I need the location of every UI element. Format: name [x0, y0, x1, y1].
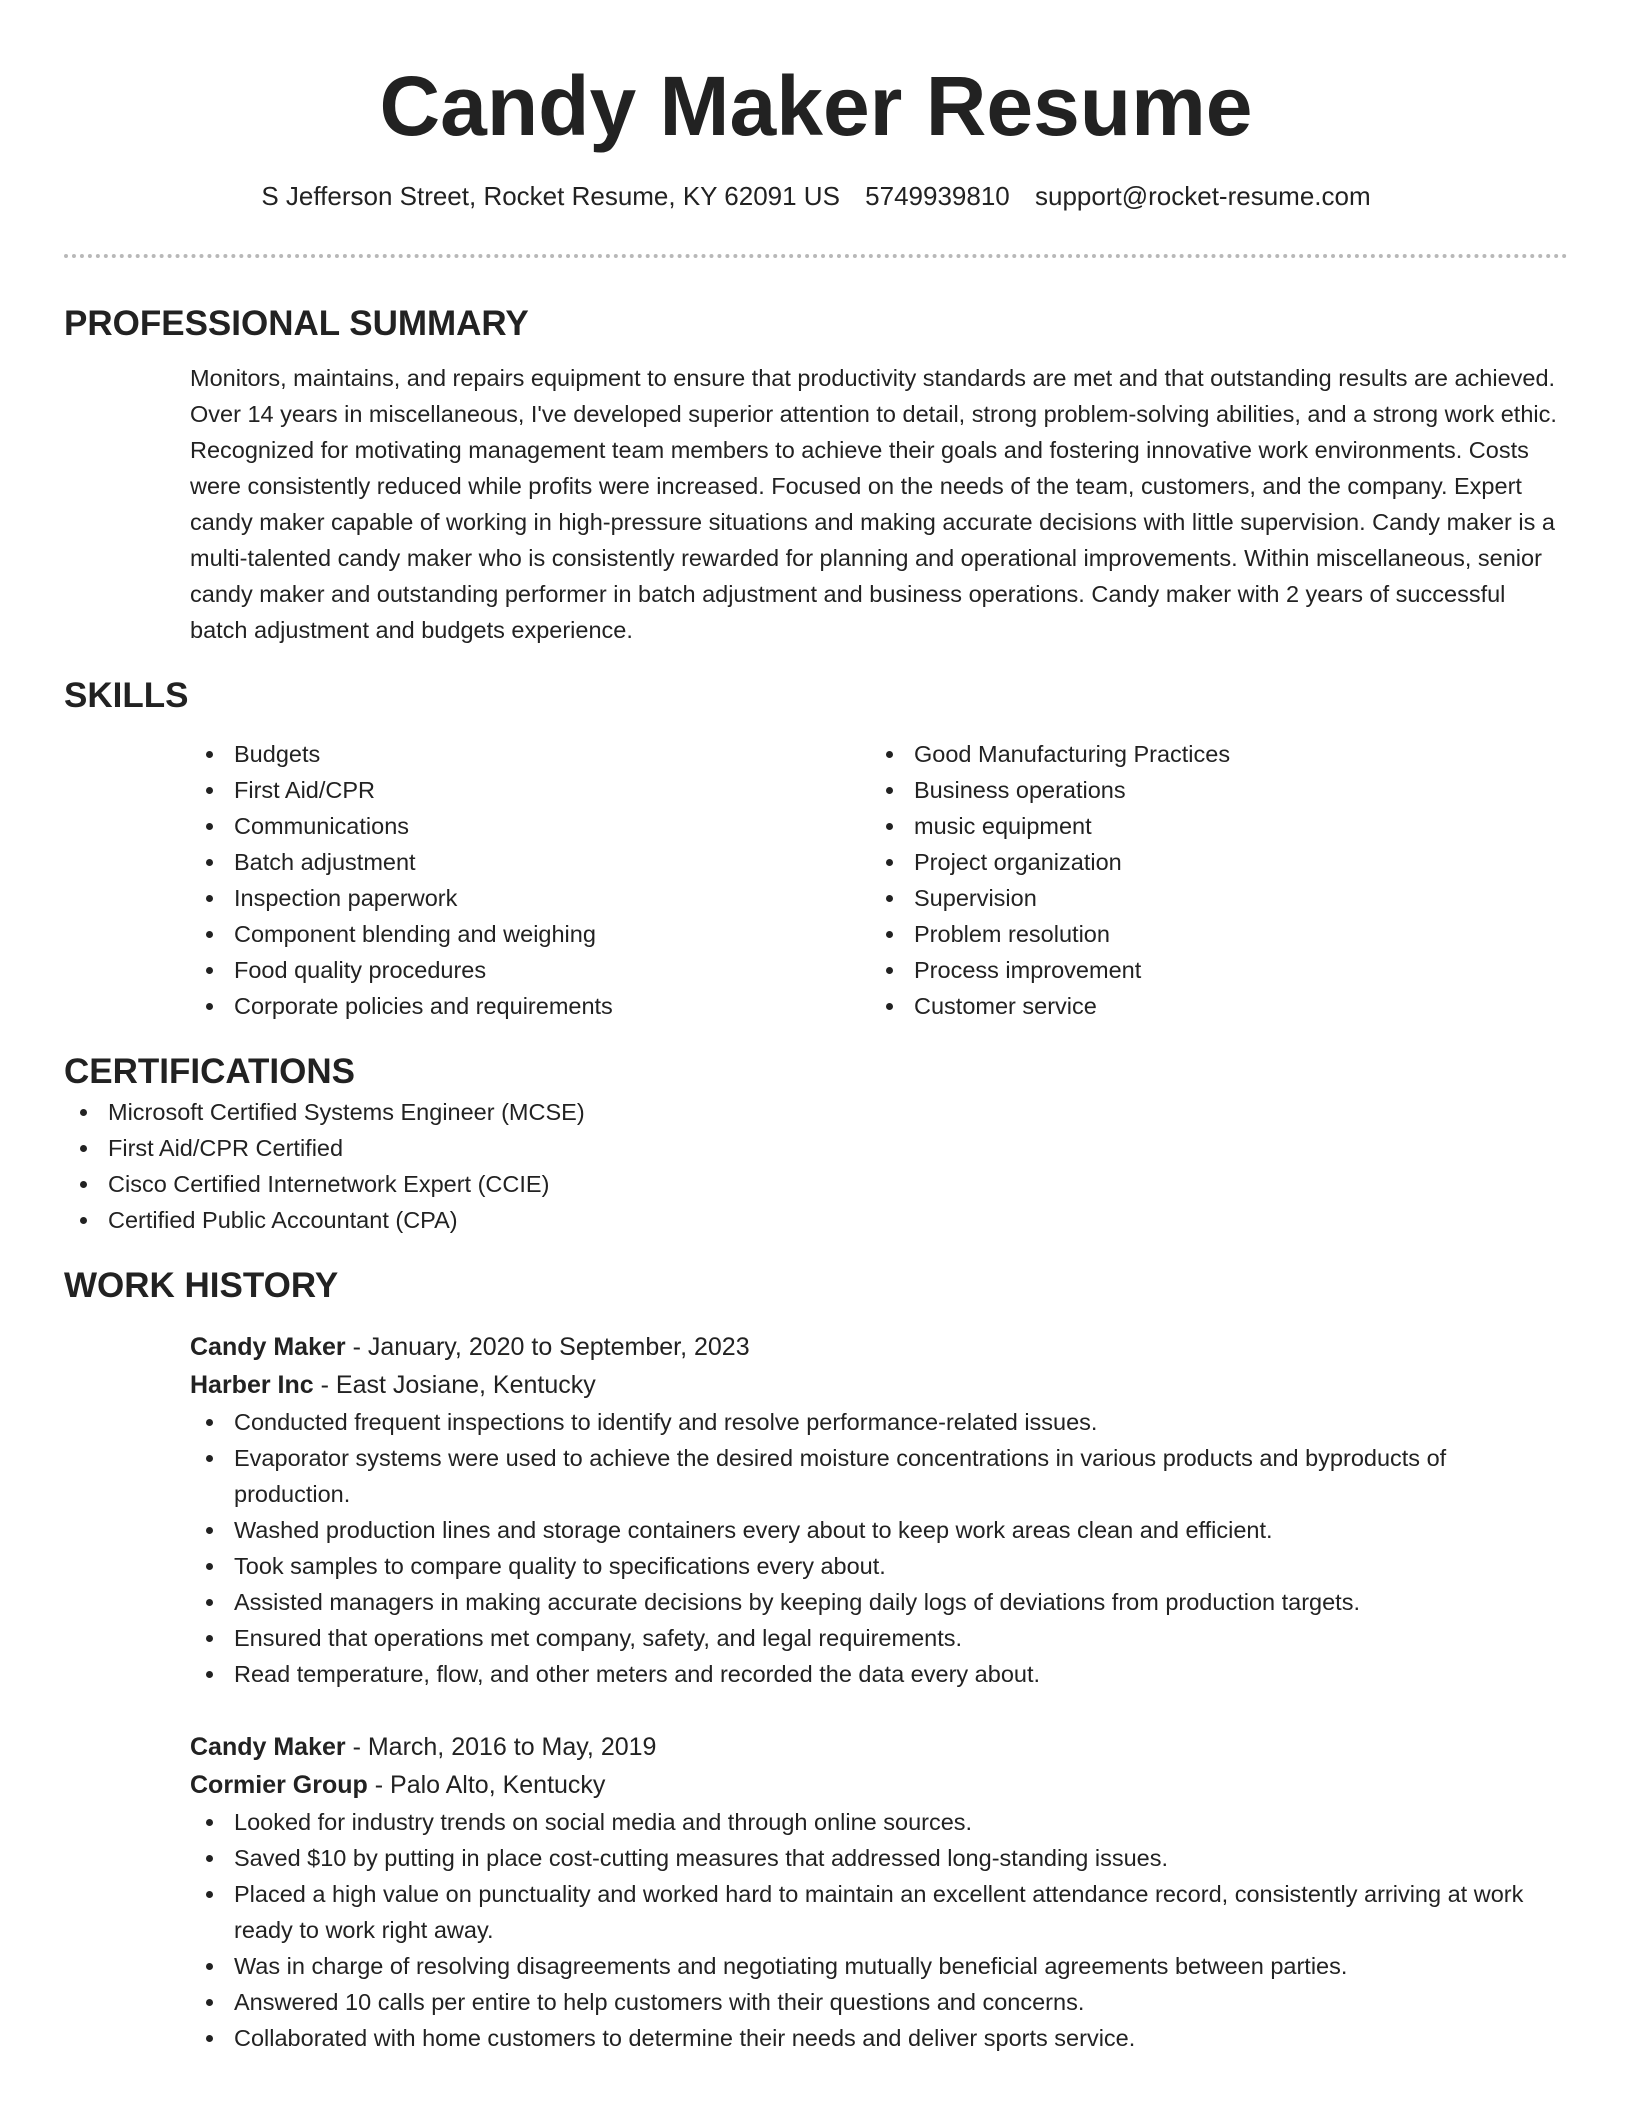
skill-item: Inspection paperwork — [190, 880, 870, 916]
skill-item: Batch adjustment — [190, 844, 870, 880]
job-duty: Ensured that operations met company, safety, and legal requirements. — [190, 1620, 1568, 1656]
job-duty: Collaborated with home customers to determine their needs and deliver sports service. — [190, 2020, 1568, 2056]
job-title-line — [190, 1728, 1568, 1766]
contact-email: support@rocket-resume.com — [1035, 181, 1371, 211]
job-company-line — [190, 1766, 1568, 1804]
work-history-section — [64, 1264, 1568, 2056]
job-location: - East Josiane, Kentucky — [313, 1371, 596, 1399]
skill-item: Supervision — [870, 880, 1550, 916]
skill-item: Component blending and weighing — [190, 916, 870, 952]
professional-summary-section — [64, 302, 1568, 648]
skills-section — [64, 674, 1568, 1024]
job-duty: Took samples to compare quality to specifications every about. — [190, 1548, 1568, 1584]
job-company-line — [190, 1366, 1568, 1404]
job-company: Cormier Group — [190, 1771, 368, 1799]
skills-list-right — [870, 736, 1550, 1024]
certification-item: Cisco Certified Internetwork Expert (CCIE) — [64, 1166, 1568, 1202]
skill-item: Problem resolution — [870, 916, 1550, 952]
skill-item: Food quality procedures — [190, 952, 870, 988]
job-duty: Was in charge of resolving disagreements and negotiating mutually beneficial agreements between parties. — [190, 1948, 1568, 1984]
job-dates: - January, 2020 to September, 2023 — [345, 1333, 750, 1361]
contact-address: S Jefferson Street, Rocket Resume, KY 62091 US — [261, 181, 840, 211]
job-duty: Answered 10 calls per entire to help customers with their questions and concerns. — [190, 1984, 1568, 2020]
skill-item: Budgets — [190, 736, 870, 772]
job-duty: Assisted managers in making accurate decisions by keeping daily logs of deviations from production targets. — [190, 1584, 1568, 1620]
job-location: - Palo Alto, Kentucky — [367, 1771, 606, 1799]
job-entry — [190, 1328, 1568, 1692]
resume-title: Candy Maker Resume — [379, 59, 1253, 153]
summary-heading: PROFESSIONAL SUMMARY — [64, 304, 529, 343]
contact-line — [64, 180, 1568, 212]
job-dates: - March, 2016 to May, 2019 — [345, 1733, 657, 1761]
skill-item: Communications — [190, 808, 870, 844]
skill-item: Project organization — [870, 844, 1550, 880]
job-duty: Read temperature, flow, and other meters and recorded the data every about. — [190, 1656, 1568, 1692]
job-duty: Saved $10 by putting in place cost-cutting measures that addressed long-standing issues. — [190, 1840, 1568, 1876]
job-title-line — [190, 1328, 1568, 1366]
certifications-list — [64, 1094, 1568, 1238]
skills-columns — [190, 736, 1568, 1024]
job-duties-list — [190, 1404, 1568, 1692]
skill-item: First Aid/CPR — [190, 772, 870, 808]
job-duty: Evaporator systems were used to achieve the desired moisture concentrations in various products and byproducts of production. — [190, 1440, 1568, 1512]
job-duties-list — [190, 1804, 1568, 2056]
skills-list-left — [190, 736, 870, 1024]
job-duty: Placed a high value on punctuality and worked hard to maintain an excellent attendance record, consistently arriving at work ready to work right away. — [190, 1876, 1568, 1948]
job-duty: Conducted frequent inspections to identify and resolve performance-related issues. — [190, 1404, 1568, 1440]
certifications-heading: CERTIFICATIONS — [64, 1052, 356, 1091]
skill-item: Process improvement — [870, 952, 1550, 988]
skill-item: Business operations — [870, 772, 1550, 808]
skill-item: Good Manufacturing Practices — [870, 736, 1550, 772]
job-duty: Washed production lines and storage containers every about to keep work areas clean and efficient. — [190, 1512, 1568, 1548]
work-history-heading: WORK HISTORY — [64, 1266, 339, 1305]
summary-text: Monitors, maintains, and repairs equipment to ensure that productivity standards are met and that outstanding results are achieved. Over 14 years in miscellaneous, I've developed superior attention to detail, strong problem-solving abilities, and a strong work ethic. Recognized for motivating management team members to achieve their goals and fostering innovative work environments. Costs were consistently reduced while profits were increased. Focused on the needs of the team, customers, and the company. Expert candy maker capable of working in high-pressure situations and making accurate decisions with little supervision. Candy maker is a multi-talented candy maker who is consistently rewarded for planning and operational improvements. Within miscellaneous, senior candy maker and outstanding performer in batch adjustment and business operations. Candy maker with 2 years of successful batch adjustment and budgets experience. — [190, 365, 1557, 643]
skills-heading: SKILLS — [64, 676, 189, 715]
job-entry — [190, 1728, 1568, 2056]
job-title: Candy Maker — [190, 1733, 346, 1761]
skill-item: music equipment — [870, 808, 1550, 844]
certification-item: Certified Public Accountant (CPA) — [64, 1202, 1568, 1238]
skill-item: Corporate policies and requirements — [190, 988, 870, 1024]
job-title: Candy Maker — [190, 1333, 346, 1361]
certification-item: First Aid/CPR Certified — [64, 1130, 1568, 1166]
contact-phone: 5749939810 — [865, 181, 1010, 211]
header-divider — [64, 254, 1568, 258]
certification-item: Microsoft Certified Systems Engineer (MCSE) — [64, 1094, 1568, 1130]
job-company: Harber Inc — [190, 1371, 314, 1399]
job-duty: Looked for industry trends on social media and through online sources. — [190, 1804, 1568, 1840]
skill-item: Customer service — [870, 988, 1550, 1024]
certifications-section — [64, 1050, 1568, 1238]
